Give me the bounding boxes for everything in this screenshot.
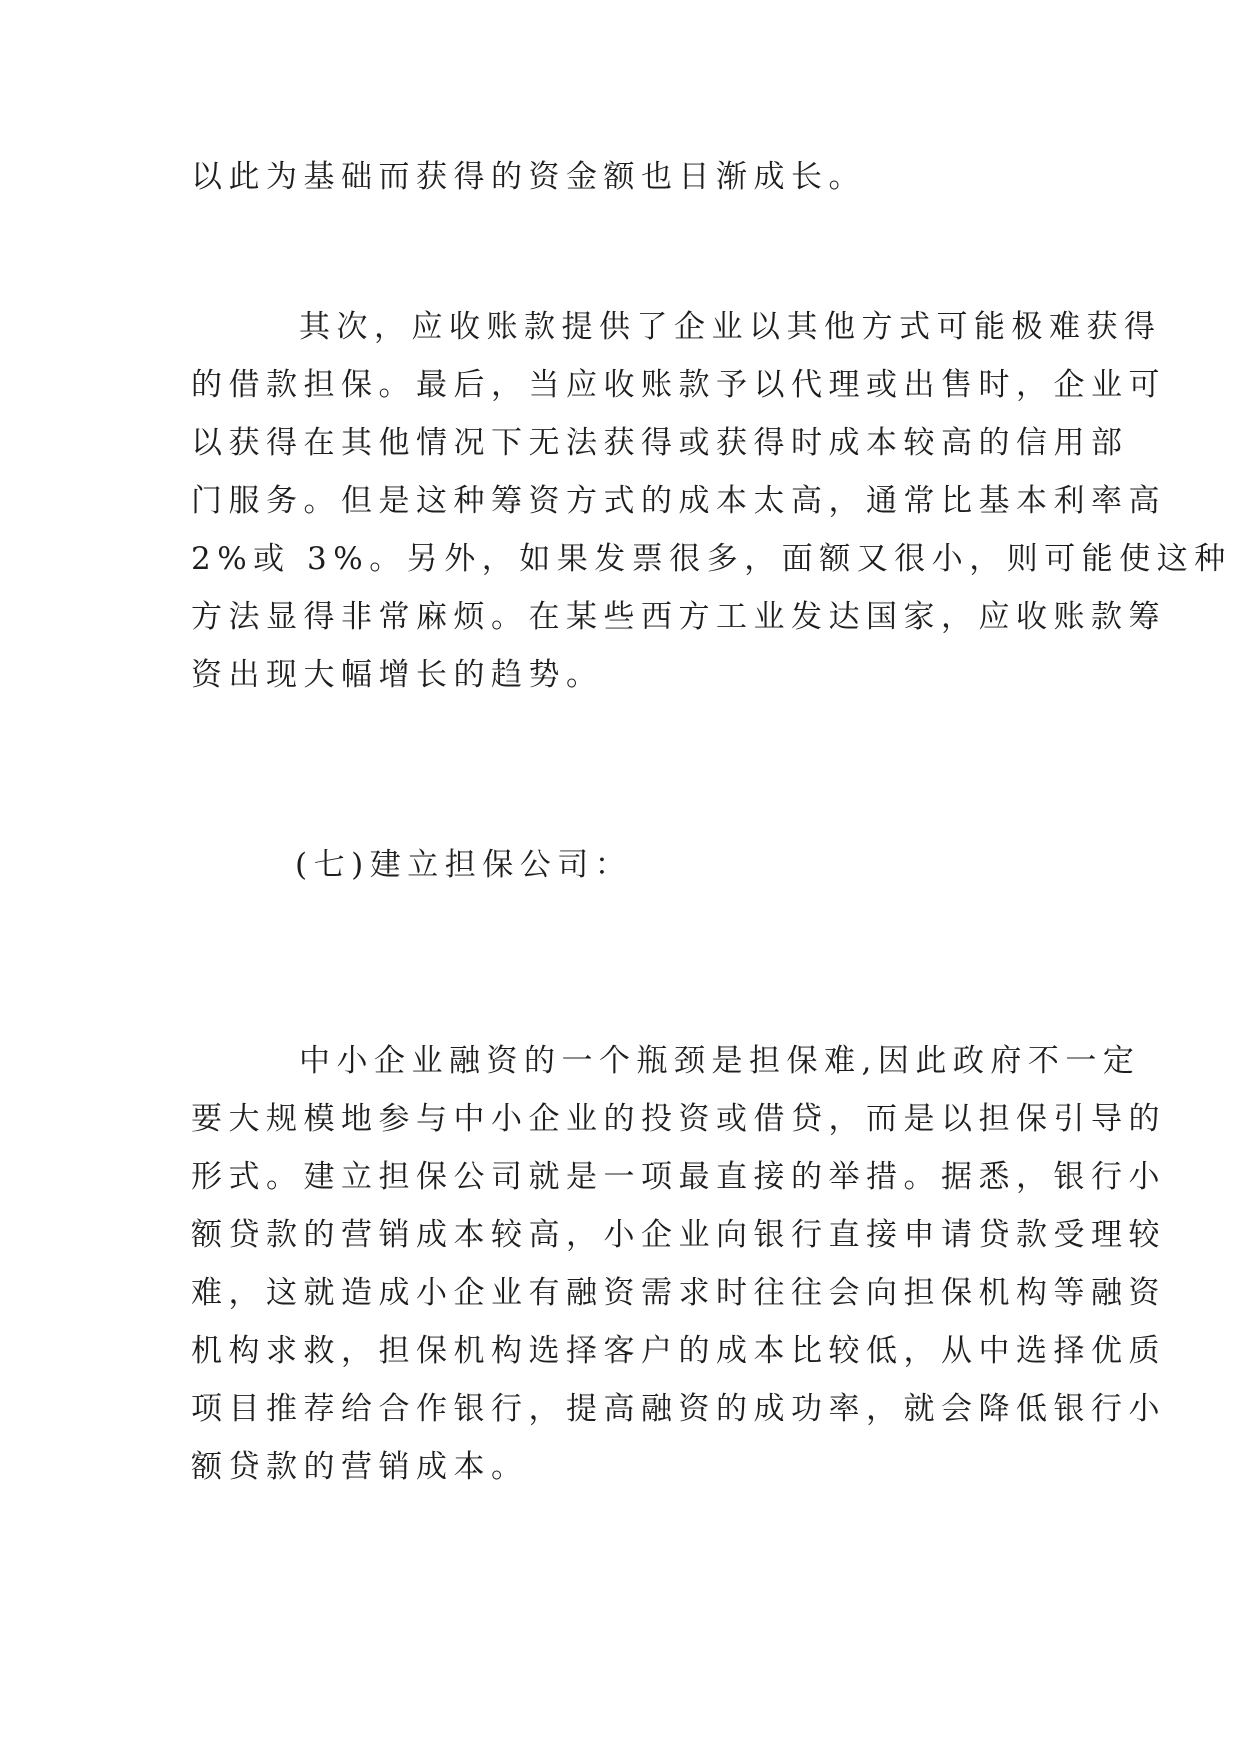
text-line: 的借款担保。最后，当应收账款予以代理或出售时，企业可 (191, 367, 1166, 403)
text-line: 门服务。但是这种筹资方式的成本太高，通常比基本利率高 (191, 483, 1166, 519)
text-line: 机构求救，担保机构选择客户的成本比较低，从中选择优质 (191, 1333, 1166, 1369)
heading-text: (七)建立担保公司： (295, 847, 633, 883)
text-line: 项目推荐给合作银行，提高融资的成功率，就会降低银行小 (191, 1391, 1166, 1427)
paragraph-guarantee (191, 1032, 1166, 1496)
paragraph-receivables (191, 298, 1232, 704)
text-line: 资出现大幅增长的趋势。 (191, 657, 604, 693)
text-line: 中小企业融资的一个瓶颈是担保难,因此政府不一定 (299, 1043, 1141, 1079)
text-line: 额贷款的营销成本较高，小企业向银行直接申请贷款受理较 (191, 1217, 1166, 1253)
text-line: 其次，应收账款提供了企业以其他方式可能极难获得 (299, 309, 1162, 345)
text-line: 方法显得非常麻烦。在某些西方工业发达国家，应收账款筹 (191, 599, 1166, 635)
section-heading (191, 836, 1051, 894)
text-line: 以此为基础而获得的资金额也日渐成长。 (191, 159, 866, 195)
text-line: 以获得在其他情况下无法获得或获得时成本较高的信用部 (191, 425, 1129, 461)
paragraph-continuation (191, 148, 1051, 206)
text-line: 难，这就造成小企业有融资需求时往往会向担保机构等融资 (191, 1275, 1166, 1311)
text-line: 额贷款的营销成本。 (191, 1449, 529, 1485)
text-line: 形式。建立担保公司就是一项最直接的举措。据悉，银行小 (191, 1159, 1166, 1195)
text-line: 要大规模地参与中小企业的投资或借贷，而是以担保引导的 (191, 1101, 1166, 1137)
text-line: 2%或 3%。另外，如果发票很多，面额又很小，则可能使这种 (191, 541, 1232, 577)
